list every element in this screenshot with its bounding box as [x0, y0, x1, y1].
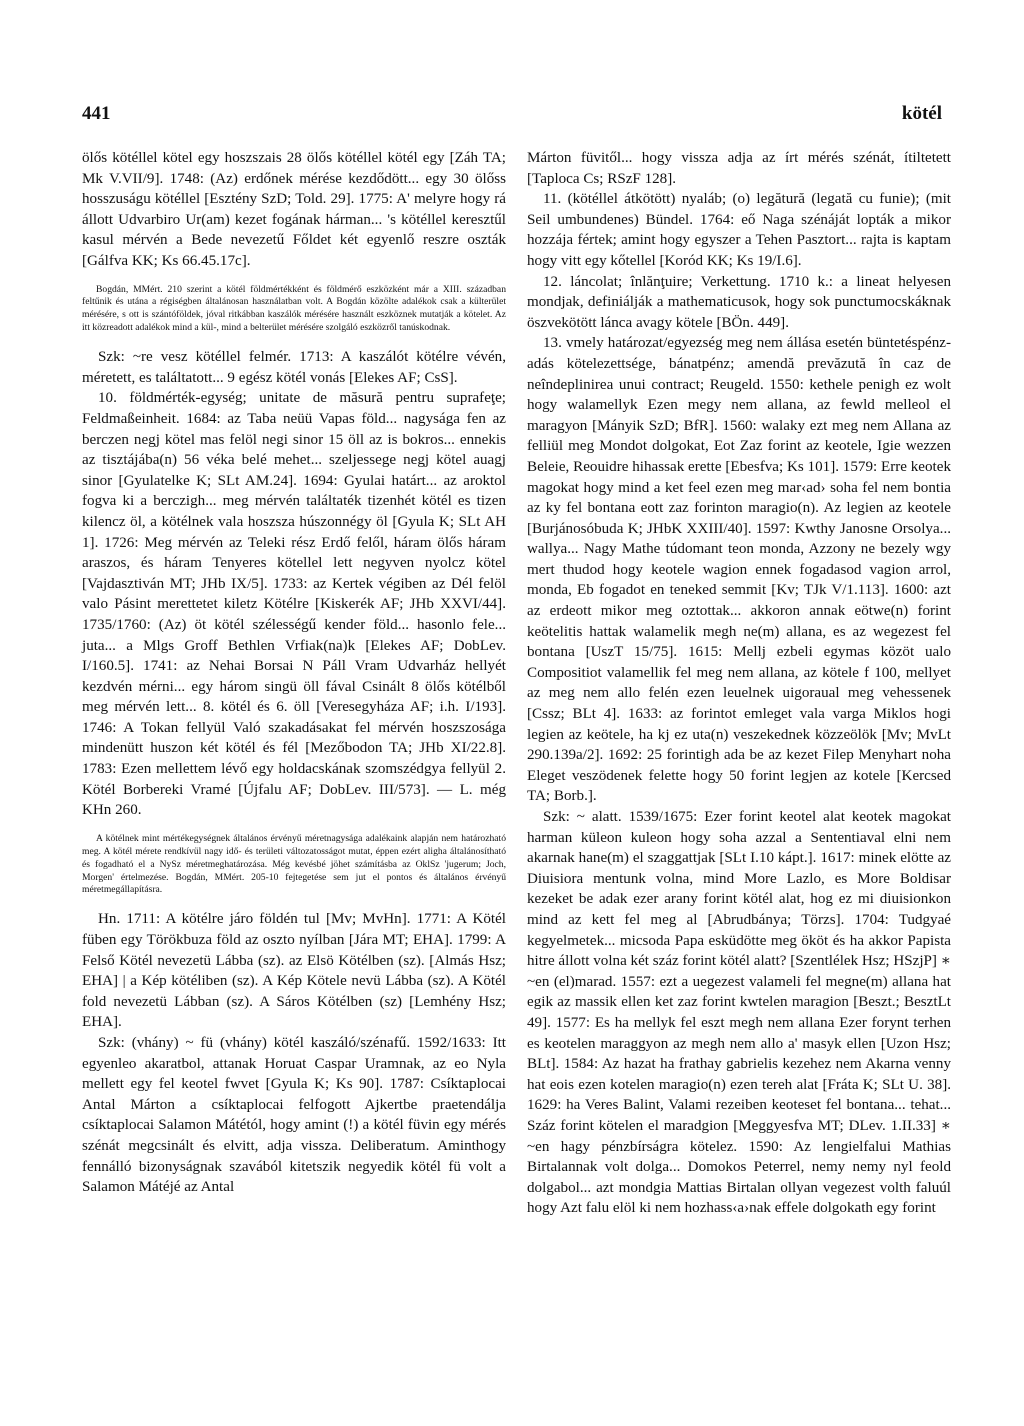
entry-paragraph: 10. földmérték-egység; unitate de măsură pentru suprafeţe; Feldmaßeinheit. 1684: az Taba neüü Vapas föld... nagysága fen az berczen negj kötel mas felöl negi sinor 15 öll az is bokros... ennekis az tisztájába(n) 56 véka belé mehet... szeljessege negj kötel auagj sinor [Gyulatelke K; SLt AM.24]. 1694: Gyulai határt... az aroktol fogva ki a berczigh... meg mérvén találtaték tizenhét kötél es tizen kilencz öl, a kötélnek vala hoszsza húszonnégy öl [Gyula K; SLt AH 1]. 1726: Meg mérvén az Teleki rész Erdő felől, háram ölős háram araszos, és háram Tenyeres kötellel lett negyven nyolcz kötel [Vajdasztiván MT; JHb IX/5]. 1733: az Kertek végiben az Dél felöl valo Pásint merettetet kiletz Kötélre [Kiskerék AF; JHb XXVI/44]. 1735/1760: (Az) öt kötél szélességű kender föld... hasonlo fele... juta... a Mlgs Groff Bethlen Vrfiak(na)k [Elekes AF; DobLev. I/160.5]. 1741: az Nehai Borsai N Páll Vram Udvarház hellyét kezdvén mérni... egy három singü öll fával Csinált 8 ölős kötélből meg mérvén lett... 8. kötél és 6. öll [Veresegyháza AF; i.h. I/193]. 1746: A Tokan fellyül Való szakadásakat fel mérvén hoszszosága mindenütt huszon két kötél és fél [Mezőbodon TA; JHb XI/22.8]. 1783: Ezen mellettem lévő egy holdacskának szomszédgya fellyül 2. Kötél Borbereki Vramé [Újfalu AF; DobLev. III/573]. — L. még KHn 260. [82, 390, 506, 819]
entry-paragraph: Hn. 1711: A kötélre járo földén tul [Mv; MvHn]. 1771: A Kötél füben egy Törökbuza föld az oszto nyílban [Jára MT; EHA]. 1799: A Felső Kötél nevezetü Lábba (sz). az Elsö Kötélben (sz). [Almás Hsz; EHA] | a Kép kötéliben (sz). A Kép Kötele nevü Lábba (sz). A Kötél fold nevezetü Lábban (sz). A Sáros Kötélben (sz) [Lemhény Hsz; EHA]. [82, 911, 506, 1031]
entry-paragraph: Szk: ~re vesz kötéllel felmér. 1713: A kaszálót kötélre vévén, méretett, es találtatott... 9 egész kötél vonás [Elekes AF; CsS]. [82, 349, 506, 386]
entry-paragraph: 12. láncolat; înlănţuire; Verkettung. 1710 k.: a lineat helyesen mondjak, definiálják a mathematicusok, hogy sok punctumocskáknak öszvekötött lánca avagy kötele [BÖn. 449]. [527, 273, 951, 331]
entry-paragraph: 11. (kötéllel átkötött) nyaláb; (o) legătură (legată cu funie); (mit Seil umbundenes) Bündel. 1764: eő Naga szénáját lopták a mikor hozzája fértek; amint hogy egyszer a Tehen Pasztort... rajta is kaptam hogy vitt egy kőtellel [Koród KK; Ks 19/I.6]. [527, 191, 951, 269]
right-column [527, 148, 951, 1219]
running-title: kötél [901, 103, 942, 124]
note-paragraph: Bogdán, MMért. 210 szerint a kötél földmértékként és földmérő eszközként már a XIII. században feltűnik és utána a régiségben általánosan használatban volt. A Bogdán közölte adalékok csak a külterület mérésére, s ott is szántóföldek, jóval ritkábban kaszálók mérésére használt eszköznek mutatják a kötelet. Az itt közreadott adalékok mind a kül-, mind a belterület mérésére szolgáló eszközről tanúskodnak. [82, 283, 506, 334]
left-column [82, 148, 506, 1198]
entry-paragraph: Márton füvitől... hogy vissza adja az írt mérés szénát, ítiltetett [Taploca Cs; RSzF 128]. [527, 150, 951, 187]
page-number: 441 [82, 103, 111, 124]
entry-paragraph: Szk: ~ alatt. 1539/1675: Ezer forint keotel alat keotek magokat harman küleon kuleon hogy soha azzal a Sententiaval elni nem akarnak hane(m) el szaggattjak [SLt I.10 kápt.]. 1617: minek elötte az Diuisiora mentunk volna, mind More Lazlo, es More Boldisar kezeket be adak ezer arany forint kötél alat, hog ez mi diuisionkon mind az kett fel meg al [Abrudbánya; Törzs]. 1704: Tudgyaé kegyelmetek... micsoda Papa esküdötte meg ököt és ha akkor Papista hitre állott volna két száz forint kötél alatt? [Szentlélek Hsz; HSzjP] ∗ ~en (el)marad. 1557: ezt a uegezest valameli fel megne(m) allana hat egik az massik ellen ket zaz forint kwtelen maragion [Beszt.; BesztLt 49]. 1577: Es ha mellyk fel eszt megh nem allana Ezer forynt terhen es keotelen maraggyon az megh nem allo a' masyk ellen [Uzon Hsz; BLt]. 1584: Az hazat ha frathay gabrielis kezehez nem Akarna venny hat eois ezen kotelen maragio(n) ezen tereh alat [Fráta K; SLt U. 38]. 1629: ha Veres Balint, Valami rezeiben keoteset fel bontana... tehat... Száz forint kötelen el maradgion [Meggyesfva MT; DLev. 1.II.33] ∗ ~en hagy pénzbírságra kötelez. 1590: Az lengielfalui Mathias Birtalannak volt dolga... Domokos Peterrel, nemy nemy nyl feold dolgabol... azt mondgia Mattias Birtalan ollyan vegezest volth faluúl hogy Azt falu elöl ki nem hozhass‹a›nak effele dolgokath egy forint [527, 809, 951, 1217]
entry-paragraph: ölős kötéllel kötel egy hoszszais 28 ölős kötéllel kötél egy [Záh TA; Mk V.VII/9]. 1748: (Az) erdőnek mérése kezdődött... egy 30 ölőss hosszuságu kötéllel [Esztény SzD; Told. 29]. 1775: A' melyre hogy rá állott Udvarbiro Ur(am) kezet fogának hárman... 's kötéllel keresztűl kasul mérvén a Bede nevezetű Főldet két egyenlő reszre oszták [Gálfva KK; Ks 66.45.17c]. [82, 150, 506, 269]
entry-paragraph: 13. vmely határozat/egyezség meg nem állása esetén büntetéspénz-adás kötelezettsége, bánatpénz; amendă prevăzută în caz de neîndeplinirea unui contract; Reugeld. 1550: kethele penigh ez wolt hogy walamellyk Ezen megy nem allana, az fewld melleol el maragyon [Mányik SzD; BfR]. 1560: walaky ezt meg nem Allana az felliül meg Mondot dolgokat, Eot Zaz forint az keotele, Igie wezzen Beleie, Reouidre hihassak erette [Ebesfva; Ks 101]. 1579: Erre keotek magokat hogy mind a ket feel ezen meg mar‹ad› soha fel nem bontia az ky fel bontana eott zaz forinton maragio(n). Az legien az keotele [Burjánosóbuda K; JHbK XXIII/40]. 1597: Kwthy Janosne Orsolya... wallya... Nagy Mathe túdomant teon monda, Azzony ne bezely wgy mert thudod hogy keotele wagion ennek fogadasod vagion arrol, monda, Eb fogadot en teneked semmit [Kv; TJk V/1.113]. 1600: azt az erdeott mikor meg oztottak... akkoron annak eötwe(n) forint keötelitis hattak walamelik megh ne(m) allana, es az wegezest fel bontana [UszT 15/75]. 1615: Mellj ezbeli egymas közöt ualo Compositiot valamellik fel meg nem allana, az kötele f 100, mellyet az meg nem allo felén ezen leuelnek uigoraual meg vehessenek [Cssz; BLt 4]. 1633: az forintot emleget vala varga Miklos hogi legien az keötele, ha kj ez uta(n) veszekednek közzeölök [Mv; MvLt 290.139a/2]. 1692: 25 forintigh ada be az kezet Filep Menyhart noha Eleget veszödenek felette hogy 50 forint legjen az kotele [Kercsed TA; Borb.]. [527, 335, 951, 805]
note-paragraph: A kötélnek mint mértékegységnek általános érvényű méretnagysága adalékaink alapján nem határozható meg. A kötél mérete rendkívül nagy idő- és területi változatosságot mutat, éppen ezért aligha általánosítható és fogadható el a NySz méretmeghatározása. Még kevésbé jöhet számításba az OklSz 'jugerum; Joch, Morgen' értelmezése. Bogdán, MMért. 205-10 fejtegetése sem jut el pontos és általános érvényű méretmegállapításra. [82, 832, 506, 896]
entry-paragraph: Szk: (vhány) ~ fü (vhány) kötél kaszáló/szénafű. 1592/1633: Itt egyenleo akaratbol, attanak Horuat Caspar Uramnak, az eo Nyla mellett egy fel keotel fwvet [Gyula K; Ks 90]. 1787: Csíktaplocai Antal Márton a csíktaplocai felfogott Ajkertbe praetendálja csíktaplocai Salamon Mátétól, hogy amint (!) a kötél füvin egy mérés szénát megcsinált és elvitt, adja vissza. Deliberatum. Aminthogy fennálló bizonyságnak szavából kitetszik negyedik kötél fü volt a Salamon Mátéjé az Antal [82, 1034, 506, 1196]
